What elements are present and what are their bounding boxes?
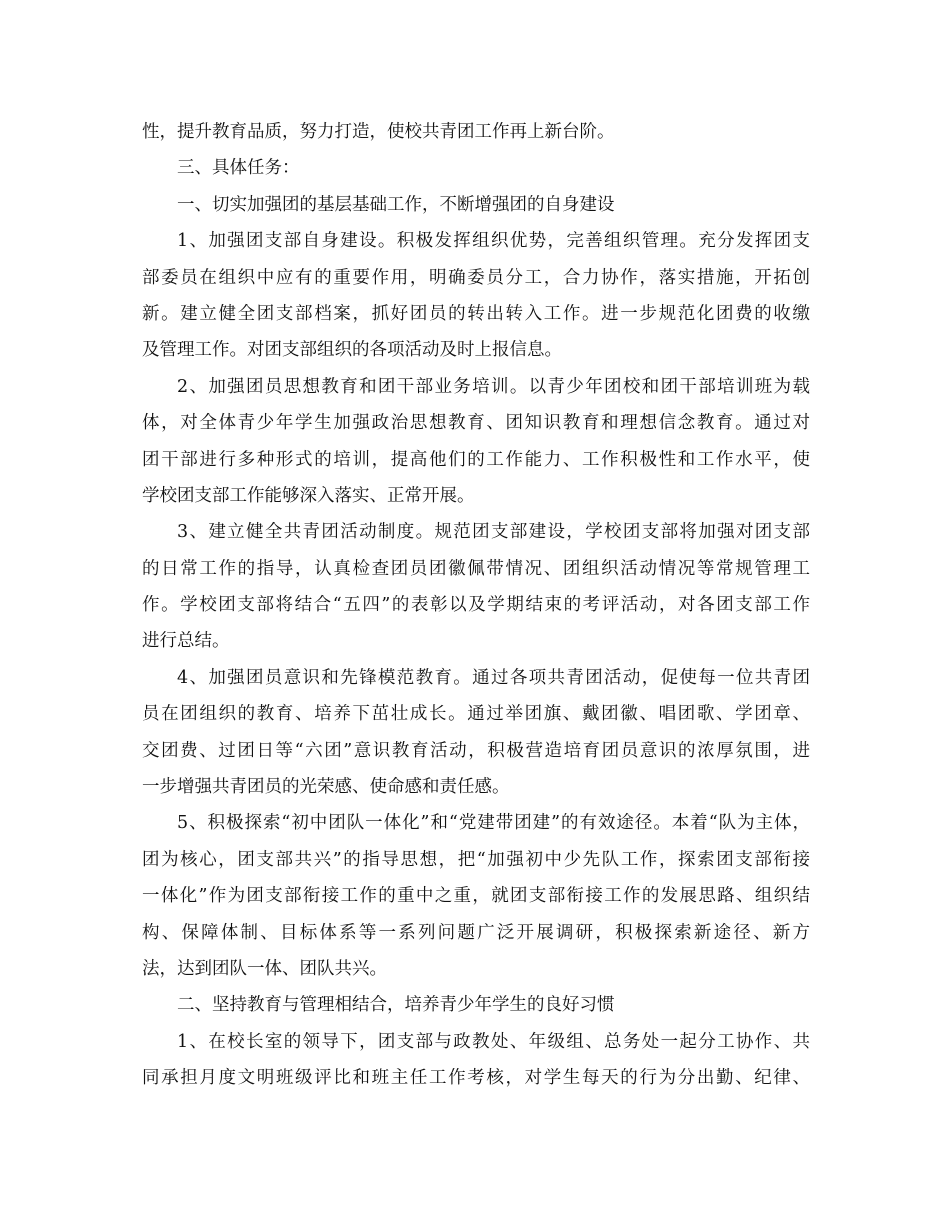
text-line: 的日常工作的指导，认真检查团员团徽佩带情况、团组织活动情况等常规管理工	[142, 558, 810, 579]
text-line: 员在团组织的教育、培养下茁壮成长。通过举团旗、戴团徽、唱团歌、学团章、	[142, 704, 810, 725]
text-line: 一体化”作为团支部衔接工作的重中之重，就团支部衔接工作的发展思路、组织结	[142, 886, 810, 907]
text-line: 进行总结。	[142, 631, 230, 652]
text-line: 4、加强团员意识和先锋模范教育。通过各项共青团活动，促使每一位共青团	[177, 667, 810, 688]
text-line: 及管理工作。对团支部组织的各项活动及时上报信息。	[142, 340, 562, 361]
text-line: 3、建立健全共青团活动制度。规范团支部建设，学校团支部将加强对团支部	[177, 522, 810, 543]
text-line: 同承担月度文明班级评比和班主任工作考核，对学生每天的行为分出勤、纪律、	[142, 1068, 810, 1089]
text-line: 性，提升教育品质，努力打造，使校共青团工作再上新台阶。	[142, 122, 615, 142]
text-line: 2、加强团员思想教育和团干部业务培训。以青少年团校和团干部培训班为载	[177, 376, 810, 397]
text-line: 学校团支部工作能够深入落实、正常开展。	[142, 485, 475, 506]
text-line: 作。学校团支部将结合“五四”的表彰以及学期结束的考评活动，对各团支部工作	[142, 595, 810, 616]
text-line: 二、坚持教育与管理相结合，培养青少年学生的良好习惯	[177, 995, 615, 1016]
text-line: 构、保障体制、目标体系等一系列问题广泛开展调研，积极探索新途径、新方	[142, 922, 810, 943]
text-line: 新。建立健全团支部档案，抓好团员的转出转入工作。进一步规范化团费的收缴	[142, 303, 810, 324]
document-body	[142, 114, 810, 1097]
text-line: 5、积极探索“初中团队一体化”和“党建带团建”的有效途径。本着“队为主体，	[177, 813, 810, 834]
text-line: 团为核心，团支部共兴”的指导思想，把“加强初中少先队工作，探索团支部衔接	[142, 849, 810, 870]
text-line: 体，对全体青少年学生加强政治思想教育、团知识教育和理想信念教育。通过对	[142, 413, 810, 434]
text-line: 交团费、过团日等“六团”意识教育活动，积极营造培育团员意识的浓厚氛围，进	[142, 740, 810, 761]
text-line: 一步增强共青团员的光荣感、使命感和责任感。	[142, 777, 510, 798]
text-line: 1、加强团支部自身建设。积极发挥组织优势，完善组织管理。充分发挥团支	[177, 231, 810, 252]
text-line: 三、具体任务：	[177, 158, 300, 179]
text-line: 1、在校长室的领导下，团支部与政教处、年级组、总务处一起分工协作、共	[177, 1031, 810, 1052]
text-line: 一、切实加强团的基层基础工作，不断增强团的自身建设	[177, 194, 615, 215]
text-line: 部委员在组织中应有的重要作用，明确委员分工，合力协作，落实措施，开拓创	[142, 267, 810, 288]
text-line: 团干部进行多种形式的培训，提高他们的工作能力、工作积极性和工作水平，使	[142, 449, 810, 470]
text-line: 法，达到团队一体、团队共兴。	[142, 958, 387, 979]
